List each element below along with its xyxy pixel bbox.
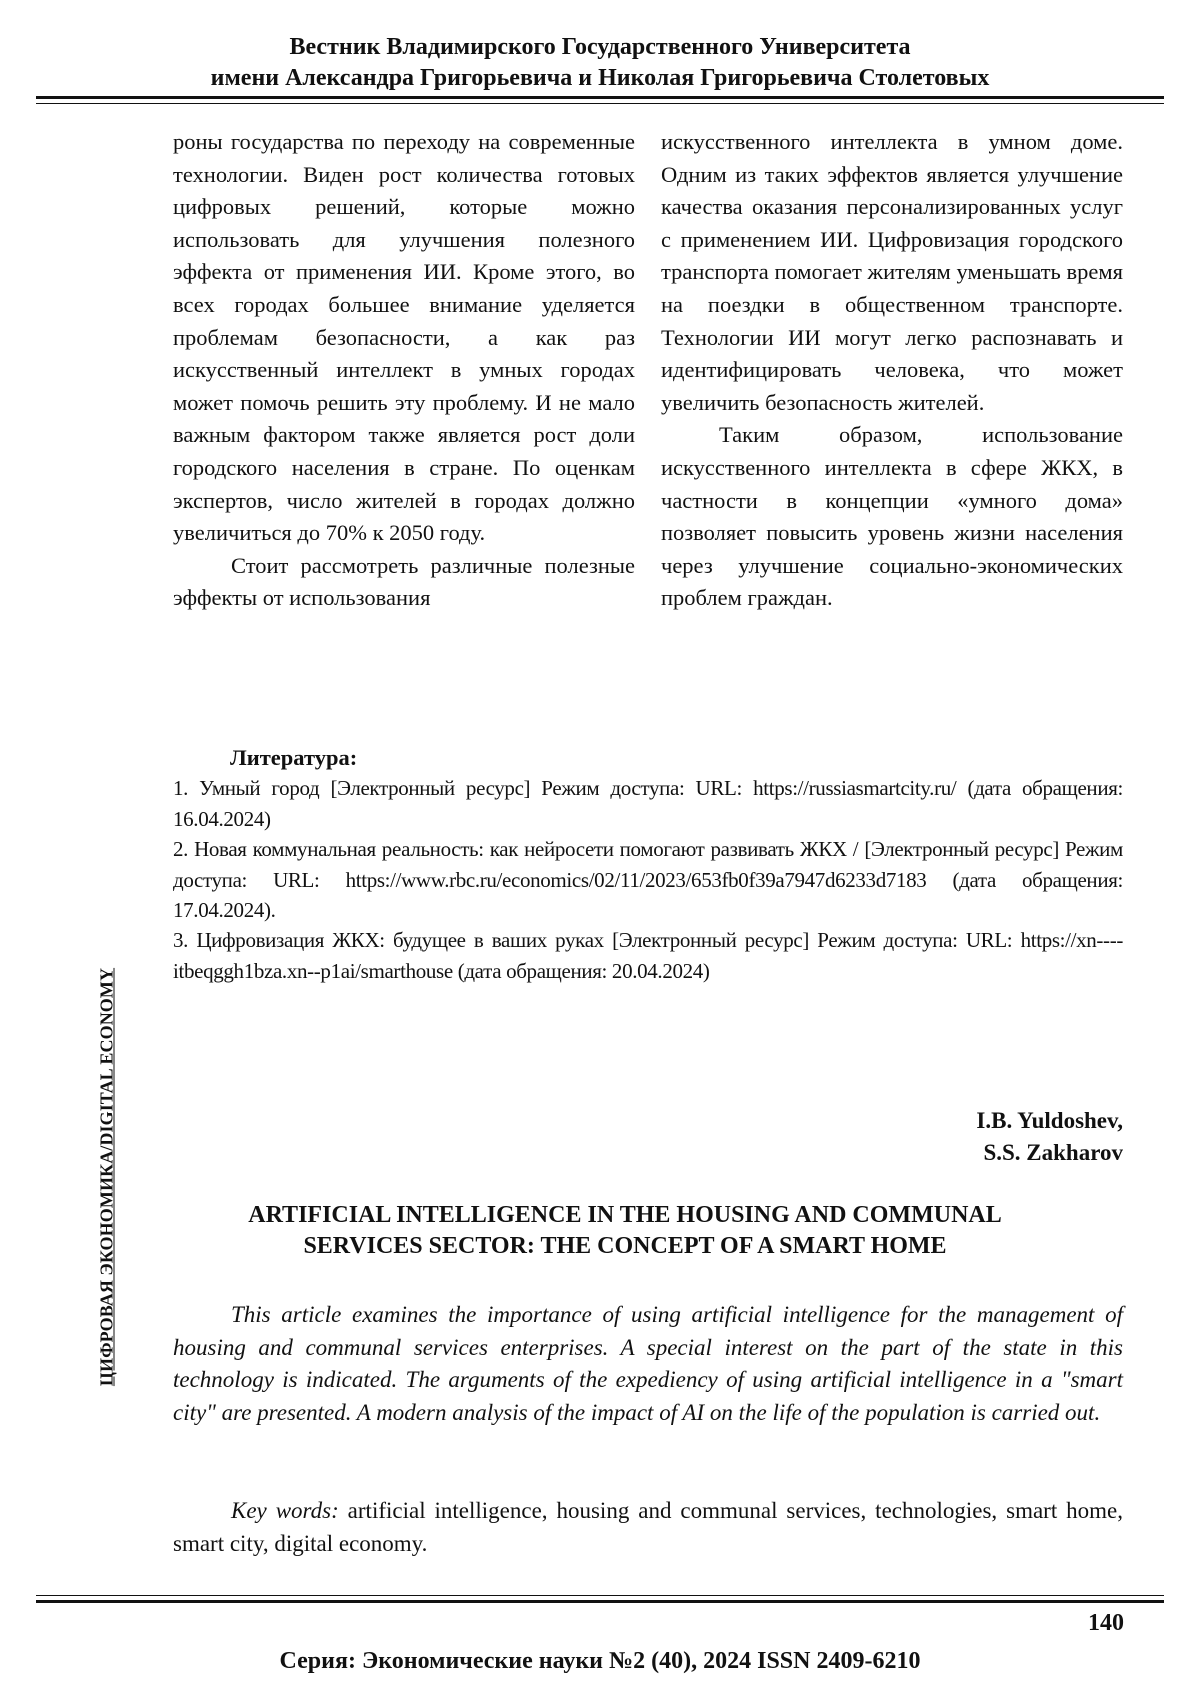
left-paragraph-1: роны государства по переходу на современные технологии. Виден рост количества готовых цифровых решений, которые можно использовать для улучшения полезного эффекта от применения ИИ. Кроме этого, во всех городах большее внимание уделяется проблемам безопасности, а как раз искусственный интеллект в умных городах может помочь решить эту проблему. И не мало важным фактором также является рост доли городского населения в стране. По оценкам экспертов, число жителей в городах должно увеличиться до 70% к 2050 году.	[173, 129, 635, 546]
authors	[976, 1105, 1123, 1169]
reference-item-3: 3. Цифровизация ЖКХ: будущее в ваших руках [Электронный ресурс] Режим доступа: URL: https://xn----itbeqggh1bza.xn--p1ai/smarthouse (дата обращения: 20.04.2024)	[173, 928, 1123, 983]
series-footer: Серия: Экономические науки №2 (40), 2024 ISSN 2409-6210	[279, 1648, 921, 1674]
page-number: 140	[1088, 1610, 1124, 1636]
right-paragraph-2: Таким образом, использование искусственного интеллекта в сфере ЖКХ, в частности в концепции «умного дома» позволяет повысить уровень жизни населения через улучшение социально-экономических проблем граждан.	[661, 422, 1123, 611]
left-paragraph-2: Стоит рассмотреть различные полезные эффекты от использования	[173, 552, 635, 611]
references-heading: Литература:	[230, 745, 358, 770]
article-title-line1: ARTIFICIAL INTELLIGENCE IN THE HOUSING AND COMMUNAL	[248, 1202, 1002, 1228]
author-2: S.S. Zakharov	[983, 1140, 1123, 1165]
footer-rule-thick	[36, 1600, 1164, 1603]
abstract: This article examines the importance of using artificial intelligence for the management of housing and communal services enterprises. A special interest on the part of the state in this technology is indicated. The arguments of the expediency of using artificial intelligence in a "smart city" are presented. A modern analysis of the impact of AI on the life of the population is carried out.	[173, 1302, 1123, 1425]
left-column	[173, 126, 635, 615]
reference-item-2: 2. Новая коммунальная реальность: как нейросети помогают развивать ЖКХ / [Электронный ресурс] Режим доступа: URL: https://www.rbc.ru/economics/02/11/2023/653fb0f39a7947d6233d7183 (дата обращения: 17.04.2024).	[173, 837, 1123, 923]
header-rule-thick	[36, 96, 1164, 99]
header-rule-thin	[36, 103, 1164, 104]
right-paragraph-1: искусственного интеллекта в умном доме. Одним из таких эффектов является улучшение качества оказания персонализированных услуг с применением ИИ. Цифровизация городского транспорта помогает жителям уменьшать время на поездки в общественном транспорте. Технологии ИИ могут легко распознавать и идентифицировать человека, что может увеличить безопасность жителей.	[661, 129, 1123, 415]
article-title	[150, 1200, 1100, 1262]
footer-rule-thin	[36, 1595, 1164, 1596]
author-1: I.B. Yuldoshev,	[976, 1108, 1123, 1133]
journal-title-line2: имени Александра Григорьевича и Николая Григорьевича Столетовых	[210, 65, 990, 91]
reference-item-1: 1. Умный город [Электронный ресурс] Режим доступа: URL: https://russiasmartcity.ru/ (дата обращения: 16.04.2024)	[173, 776, 1123, 831]
article-title-line2: SERVICES SECTOR: THE CONCEPT OF A SMART HOME	[303, 1233, 947, 1259]
right-column	[661, 126, 1123, 615]
keywords-label: Key words:	[231, 1498, 339, 1523]
journal-header	[0, 32, 1200, 94]
journal-title-line1: Вестник Владимирского Государственного Университета	[289, 34, 911, 60]
keywords	[173, 1495, 1123, 1560]
references	[173, 743, 1123, 986]
keywords-text: artificial intelligence, housing and communal services, technologies, smart home, smart city, digital economy.	[173, 1498, 1123, 1556]
side-section-label: ЦИФРОВАЯ ЭКОНОМИКА/DIGITAL ECONOMY	[96, 967, 117, 1387]
